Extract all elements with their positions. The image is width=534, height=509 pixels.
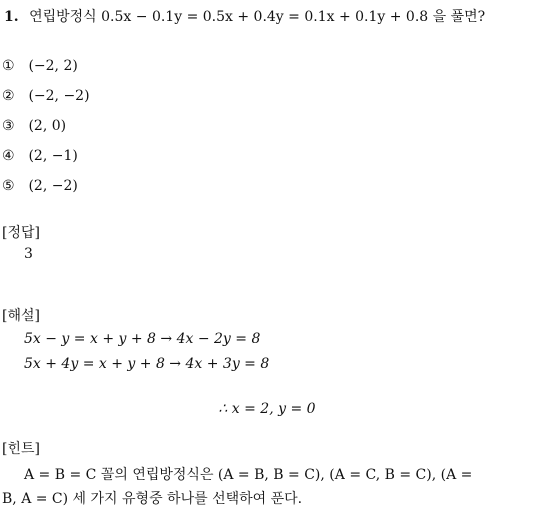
answer-value: 3 — [24, 246, 33, 262]
hint-line-1: A = B = C 꼴의 연립방정식은 (A = B, B = C), (A = C, B = C), (A = — [24, 467, 473, 483]
choice-4-mark: ④ — [2, 148, 15, 164]
explanation-line-1: 5x − y = x + y + 8 → 4x − 2y = 8 — [24, 331, 261, 347]
hint-line-2: B, A = C) 세 가지 유형중 하나를 선택하여 푼다. — [2, 491, 303, 507]
question-number: 1. — [4, 9, 19, 25]
question-line — [4, 8, 485, 26]
choice-3-mark: ③ — [2, 118, 15, 134]
hint-label: [힌트] — [2, 441, 40, 457]
explanation-result: ∴ x = 2, y = 0 — [218, 401, 316, 417]
choice-4[interactable] — [2, 147, 78, 165]
choice-2-text: (−2, −2) — [28, 88, 90, 104]
choice-5-text: (2, −2) — [28, 178, 78, 194]
choice-3[interactable] — [2, 117, 66, 135]
choice-1[interactable] — [2, 57, 78, 75]
choice-5-mark: ⑤ — [2, 178, 15, 194]
explanation-line-2: 5x + 4y = x + y + 8 → 4x + 3y = 8 — [24, 356, 270, 372]
choice-1-text: (−2, 2) — [28, 58, 78, 74]
choice-2-mark: ② — [2, 88, 15, 104]
explanation-label: [해설] — [2, 308, 40, 324]
choice-1-mark: ① — [2, 58, 15, 74]
answer-label: [정답] — [2, 225, 40, 241]
choice-2[interactable] — [2, 87, 90, 105]
choice-3-text: (2, 0) — [28, 118, 67, 134]
question-text: 연립방정식 0.5x − 0.1y = 0.5x + 0.4y = 0.1x + 0.1y + 0.8 을 풀면? — [29, 9, 486, 25]
choice-5[interactable] — [2, 177, 78, 195]
choice-4-text: (2, −1) — [28, 148, 78, 164]
